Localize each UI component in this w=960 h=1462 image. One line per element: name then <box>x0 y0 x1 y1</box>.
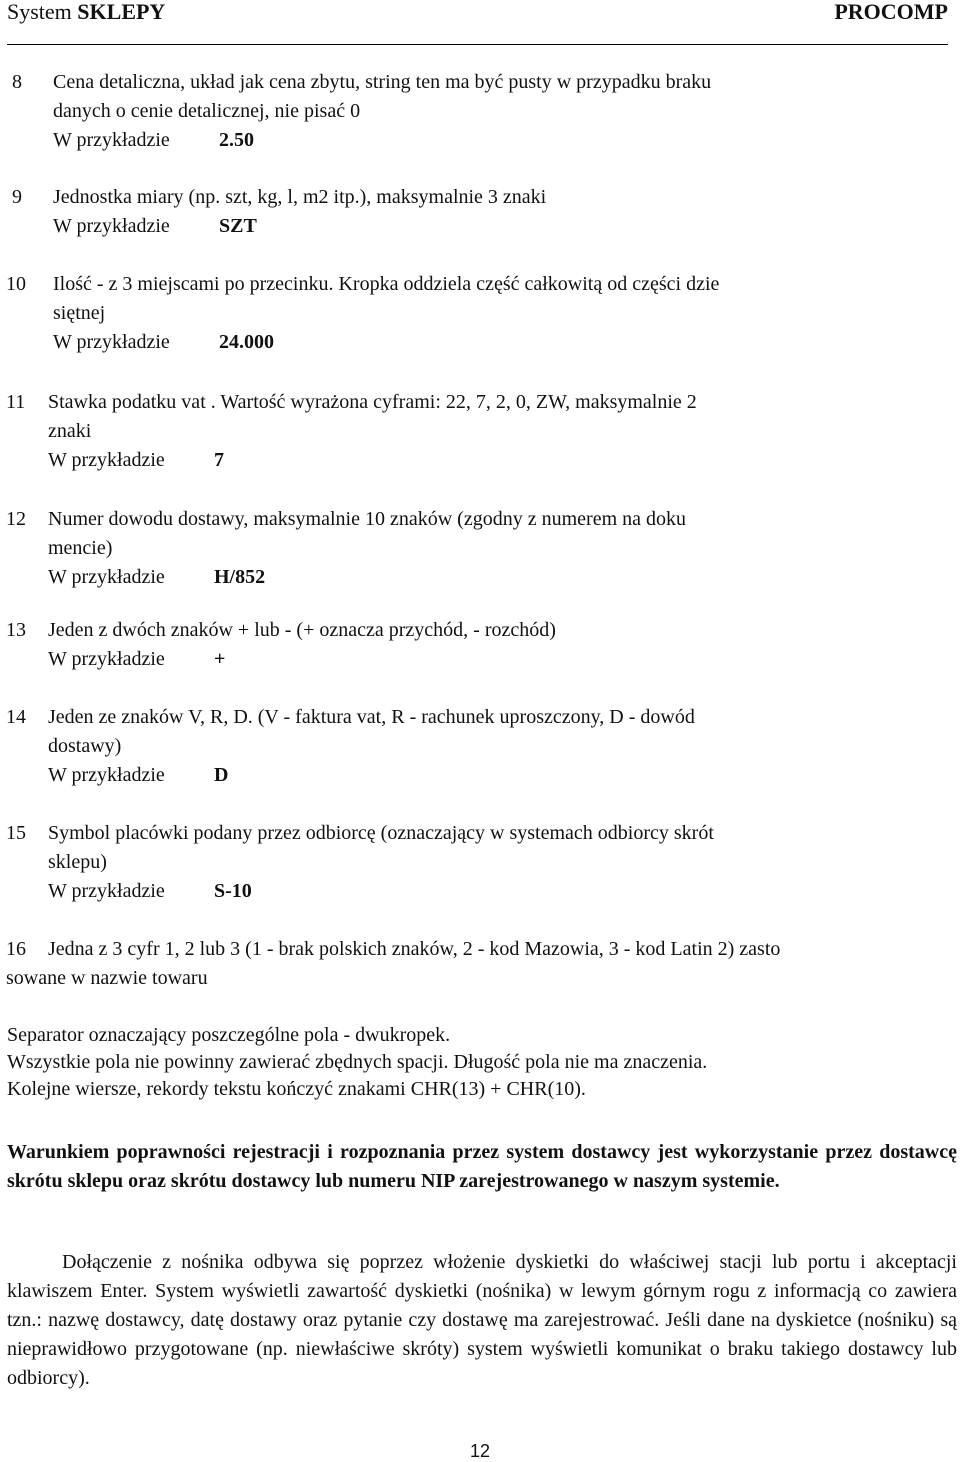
field-item-9 <box>12 183 952 243</box>
item-example: W przykładzie S-10 <box>48 880 252 902</box>
field-item-13 <box>6 616 952 676</box>
item-description: Jednostka miary (np. szt, kg, l, m2 itp.), maksymalnie 3 znaki <box>53 186 547 208</box>
field-item-16 <box>6 935 956 995</box>
item-number: 12 <box>6 508 26 530</box>
item-example: W przykładzie + <box>48 648 226 670</box>
item-example: W przykładzie SZT <box>53 215 257 237</box>
header-system-name: System SKLEPY <box>7 0 166 24</box>
item-description: Symbol placówki podany przez odbiorcę (oznaczający w systemach odbiorcy skrót sklepu) <box>48 822 714 873</box>
item-number: 10 <box>6 273 26 295</box>
item-description: Ilość - z 3 miejscami po przecinku. Kropka oddziela część całkowitą od części dzie siętnej <box>53 273 720 324</box>
field-item-15 <box>6 819 952 909</box>
import-description-paragraph: Dołączenie z nośnika odbywa się poprzez włożenie dyskietki do właściwej stacji lub portu i akceptacji klawiszem Enter. System wyświetli zawartość dyskietki (nośnika) w lewym górnym rogu z informacją co zawiera tzn.: nazwę dostawcy, datę dostawy oraz pytanie czy dostawę ma zarejestrować. Jeśli dane na dyskietce (nośniku) są nieprawidłowo przygotowane (np. niewłaściwe skróty) system wyświetli komunikat o braku takiego dostawcy lub odbiorcy). <box>7 1251 957 1389</box>
item-number: 15 <box>6 822 26 844</box>
field-item-12 <box>6 505 952 595</box>
item-number: 14 <box>6 706 26 728</box>
item-description: Jeden z dwóch znaków + lub - (+ oznacza przychód, - rozchód) <box>48 619 556 641</box>
page-header <box>7 0 948 45</box>
separator-notes: Separator oznaczający poszczególne pola - dwukropek. Wszystkie pola nie powinny zawierać zbędnych spacji. Długość pola nie ma znaczenia. Kolejne wiersze, rekordy tekstu kończyć znakami CHR(13) + CHR(10). <box>7 1024 708 1100</box>
field-item-8 <box>12 68 952 158</box>
field-item-14 <box>6 703 952 793</box>
header-company-name: PROCOMP <box>834 0 948 24</box>
page-number: 12 <box>469 1441 491 1461</box>
item-description: 16 Jedna z 3 cyfr 1, 2 lub 3 (1 - brak polskich znaków, 2 - kod Mazowia, 3 - kod Latin 2) zasto <box>6 935 780 964</box>
item-number: 11 <box>6 391 26 413</box>
item-description: Numer dowodu dostawy, maksymalnie 10 znaków (zgodny z numerem na doku mencie) <box>48 508 686 559</box>
item-number: 8 <box>12 71 22 93</box>
item-example: W przykładzie D <box>48 764 229 786</box>
item-number: 13 <box>6 619 26 641</box>
item-example: W przykładzie 7 <box>48 449 224 471</box>
item-number: 16 <box>6 938 26 960</box>
item-example: W przykładzie 24.000 <box>53 331 274 353</box>
field-item-10 <box>6 270 952 360</box>
item-description-continuation: sowane w nazwie towaru <box>6 967 208 989</box>
item-number: 9 <box>12 186 22 208</box>
registration-condition-paragraph: Warunkiem poprawności rejestracji i rozpoznania przez system dostawcy jest wykorzystanie przez dostawcę skrótu sklepu oraz skrótu dostawcy lub numeru NIP zarejestrowanego w naszym systemie. <box>7 1141 957 1192</box>
field-item-11 <box>6 388 952 478</box>
item-description: Jeden ze znaków V, R, D. (V - faktura vat, R - rachunek uproszczony, D - dowód dostawy) <box>48 706 695 757</box>
item-example: W przykładzie 2.50 <box>53 129 254 151</box>
item-description: Stawka podatku vat . Wartość wyrażona cyframi: 22, 7, 2, 0, ZW, maksymalnie 2 znaki <box>48 391 697 442</box>
item-example: W przykładzie H/852 <box>48 566 266 588</box>
item-description: Cena detaliczna, układ jak cena zbytu, string ten ma być pusty w przypadku braku danych o cenie detalicznej, nie pisać 0 <box>53 71 712 122</box>
